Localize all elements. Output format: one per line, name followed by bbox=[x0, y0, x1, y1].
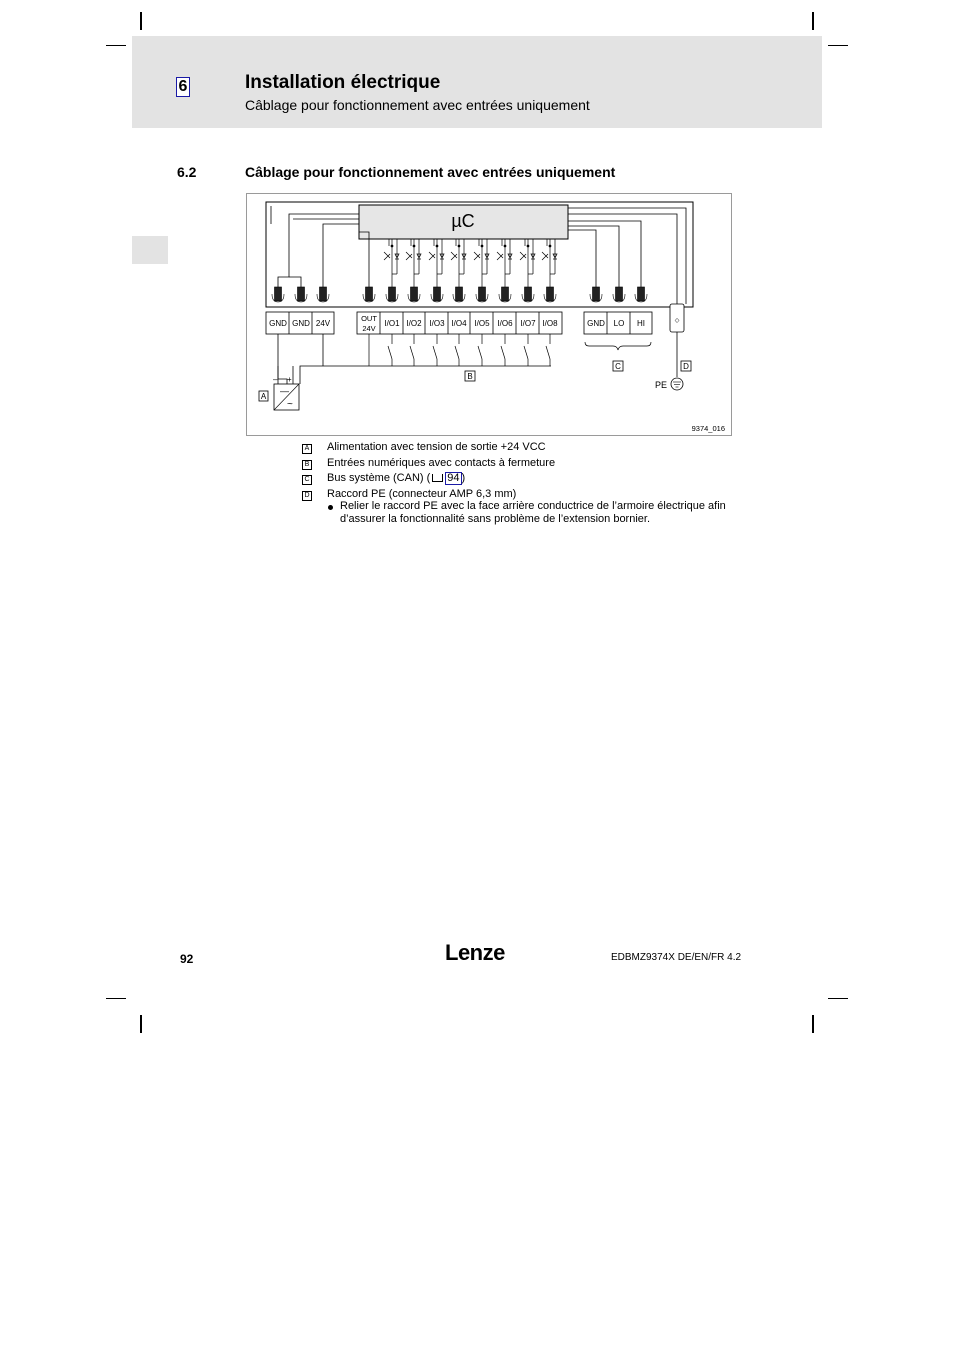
bullet-icon bbox=[328, 505, 333, 510]
svg-text:A: A bbox=[260, 392, 267, 401]
crop-mark bbox=[140, 12, 142, 30]
io-driver-stage bbox=[451, 239, 466, 287]
legend-text-after: ) bbox=[461, 472, 466, 484]
io-driver-stage bbox=[384, 239, 399, 287]
section-number: 6.2 bbox=[177, 164, 197, 180]
terminal-io-2: I/O2 bbox=[406, 319, 422, 328]
svg-text:◇: ◇ bbox=[674, 318, 680, 324]
connector-pin bbox=[590, 287, 602, 302]
marker-a bbox=[259, 391, 268, 401]
connector-pin bbox=[363, 287, 375, 302]
connector-pin bbox=[453, 287, 465, 302]
connector-pin bbox=[272, 287, 284, 302]
input-switches bbox=[369, 334, 550, 366]
io-driver-stage bbox=[497, 239, 512, 287]
crop-mark bbox=[828, 998, 848, 999]
crop-mark bbox=[812, 1015, 814, 1033]
connector-pin bbox=[635, 287, 647, 302]
psu-plus-label: + bbox=[287, 375, 292, 384]
switch-icon bbox=[455, 334, 459, 366]
connector-pin bbox=[408, 287, 420, 302]
connector-pins bbox=[272, 287, 647, 302]
switch-icon bbox=[524, 334, 528, 366]
terminal-strip-power bbox=[266, 312, 334, 334]
io-driver-stage bbox=[474, 239, 489, 287]
legend-key: B bbox=[302, 460, 312, 470]
switch-icon bbox=[388, 334, 392, 366]
io-driver-stages bbox=[384, 239, 557, 287]
terminal-io-5: I/O5 bbox=[474, 319, 490, 328]
legend-text: Alimentation avec tension de sortie +24 VCC bbox=[327, 441, 546, 453]
terminal-io-8: I/O8 bbox=[542, 319, 558, 328]
marker-b bbox=[465, 371, 475, 381]
microcontroller-label: µC bbox=[451, 211, 475, 231]
switch-icon bbox=[410, 334, 414, 366]
book-icon bbox=[432, 474, 443, 482]
crop-mark bbox=[812, 12, 814, 30]
section-title: Câblage pour fonctionnement avec entrées uniquement bbox=[245, 164, 616, 180]
lenze-logo: Lenze bbox=[445, 940, 505, 965]
pe-label: PE bbox=[654, 380, 667, 390]
chapter-subtitle: Câblage pour fonctionnement avec entrées uniquement bbox=[245, 97, 590, 113]
io-driver-stage bbox=[542, 239, 557, 287]
crop-mark bbox=[106, 998, 126, 999]
terminal-can-hi: HI bbox=[637, 319, 645, 328]
document-code: EDBMZ9374X DE/EN/FR 4.2 bbox=[611, 952, 742, 963]
crop-mark bbox=[828, 45, 848, 46]
connector-pin bbox=[499, 287, 511, 302]
figure-id: 9374_016 bbox=[691, 424, 725, 433]
crop-mark bbox=[106, 45, 126, 46]
connector-pin bbox=[522, 287, 534, 302]
svg-text:D: D bbox=[683, 362, 689, 371]
terminal-strip-io bbox=[357, 312, 562, 334]
chapter-title: Installation électrique bbox=[245, 72, 441, 93]
header-band bbox=[132, 36, 822, 128]
psu-minus-label: – bbox=[273, 375, 278, 384]
legend-key: D bbox=[302, 491, 312, 501]
connector-pin bbox=[476, 287, 488, 302]
chapter-number[interactable]: 6 bbox=[176, 77, 190, 97]
bullet-text: Relier le raccord PE avec la face arrière conductrice de l’armoire électrique afin d’assurer la fonctionnalité sans problème de l’extension bornier. bbox=[340, 500, 726, 525]
page-number: 92 bbox=[180, 952, 194, 966]
terminal-io-1: I/O1 bbox=[384, 319, 400, 328]
legend-key: C bbox=[302, 475, 312, 485]
terminal-24v: 24V bbox=[315, 319, 331, 328]
connector-pin bbox=[544, 287, 556, 302]
switch-icon bbox=[433, 334, 437, 366]
can-brace bbox=[585, 342, 651, 350]
connector-pin bbox=[295, 287, 307, 302]
switch-icon bbox=[501, 334, 505, 366]
terminal-gnd-2: GND bbox=[292, 319, 310, 328]
wiring-diagram bbox=[246, 193, 732, 436]
legend-key: A bbox=[302, 444, 312, 454]
marker-d bbox=[681, 361, 691, 371]
terminal-io-3: I/O3 bbox=[429, 319, 445, 328]
svg-text:B: B bbox=[467, 372, 473, 381]
io-driver-stage bbox=[406, 239, 421, 287]
svg-text:—: — bbox=[280, 386, 289, 396]
legend-text: Entrées numériques avec contacts à fermeture bbox=[327, 456, 556, 469]
terminal-can-gnd: GND bbox=[587, 319, 605, 328]
terminal-io-7: I/O7 bbox=[520, 319, 536, 328]
legend-text: Raccord PE (connecteur AMP 6,3 mm) bbox=[327, 487, 517, 500]
svg-text:~: ~ bbox=[287, 399, 293, 410]
chapter-side-tab bbox=[132, 236, 168, 264]
terminal-io-4: I/O4 bbox=[451, 319, 467, 328]
terminal-gnd-1: GND bbox=[269, 319, 287, 328]
io-driver-stage bbox=[520, 239, 535, 287]
pe-ground-icon bbox=[671, 378, 683, 390]
connector-pin bbox=[431, 287, 443, 302]
crop-mark bbox=[140, 1015, 142, 1033]
terminal-can-lo: LO bbox=[613, 319, 625, 328]
terminal-strip-can bbox=[584, 312, 652, 334]
terminal-out-24v-line1: OUT bbox=[361, 314, 377, 323]
svg-text:C: C bbox=[615, 362, 621, 371]
external-wiring bbox=[278, 334, 551, 384]
connector-pin bbox=[386, 287, 398, 302]
terminal-out-24v-line2: 24V bbox=[362, 324, 376, 333]
marker-c bbox=[613, 361, 623, 371]
terminal-io-6: I/O6 bbox=[497, 319, 513, 328]
connector-pin bbox=[317, 287, 329, 302]
connector-pin bbox=[613, 287, 625, 302]
page-reference-link[interactable]: 94 bbox=[447, 472, 460, 484]
io-driver-stage bbox=[429, 239, 444, 287]
legend-text: Bus système (CAN) ( bbox=[327, 472, 431, 484]
switch-icon bbox=[478, 334, 482, 366]
switch-icon bbox=[546, 334, 550, 366]
